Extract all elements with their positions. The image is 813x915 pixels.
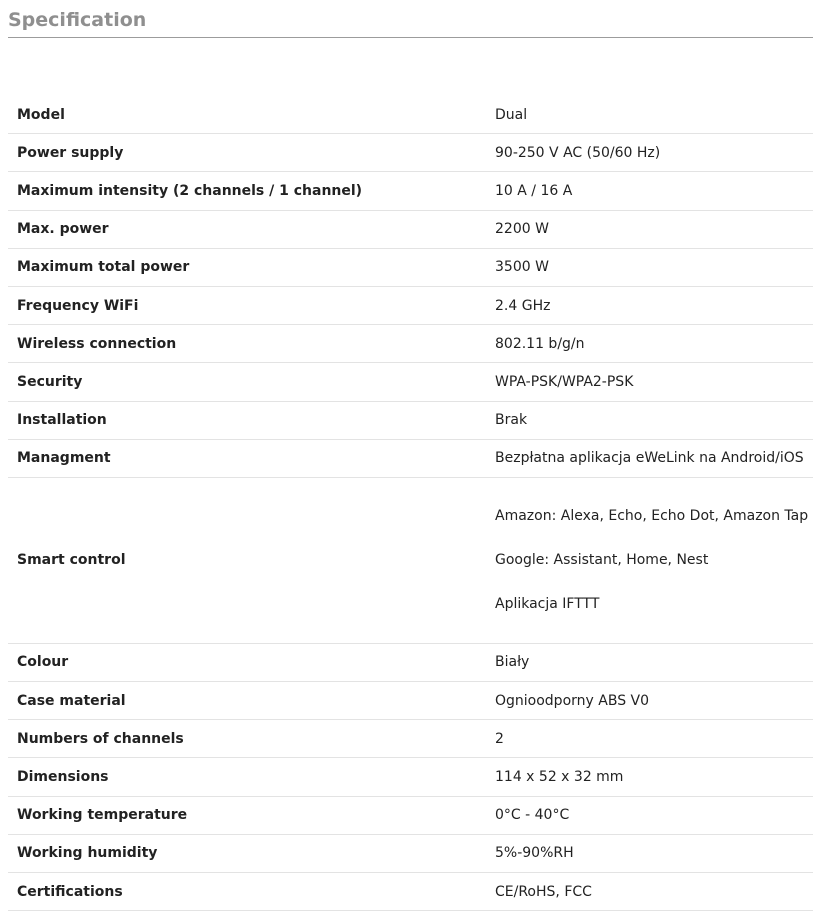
spec-label: Model xyxy=(17,106,65,123)
spec-value-list xyxy=(486,506,813,614)
spec-value: Bezpłatna aplikacja eWeLink na Android/iOS xyxy=(495,450,804,467)
spec-row-managment xyxy=(8,440,813,478)
spec-label: Working humidity xyxy=(17,845,158,862)
spec-value-line: Aplikacja IFTTT xyxy=(495,596,600,613)
spec-label: Power supply xyxy=(17,144,124,161)
spec-label: Frequency WiFi xyxy=(17,297,139,314)
spec-label: Max. power xyxy=(17,221,109,238)
spec-label: Dimensions xyxy=(17,769,109,786)
spec-row-dimensions xyxy=(8,758,813,796)
spec-row-colour xyxy=(8,644,813,682)
spec-label: Installation xyxy=(17,412,107,429)
spec-row-case-material xyxy=(8,682,813,720)
spec-value: 0°C - 40°C xyxy=(495,807,570,824)
spec-label: Certifications xyxy=(17,883,123,900)
spec-value: 10 A / 16 A xyxy=(495,182,573,199)
spec-label: Wireless connection xyxy=(17,335,177,352)
specification-table xyxy=(8,96,813,911)
spec-row-model xyxy=(8,96,813,134)
spec-value: 5%-90%RH xyxy=(495,845,574,862)
spec-value: Ognioodporny ABS V0 xyxy=(495,692,650,709)
spec-row-maximum-intensity xyxy=(8,172,813,210)
spec-value: Biały xyxy=(495,654,530,671)
spec-row-security xyxy=(8,363,813,401)
spec-row-smart-control xyxy=(8,478,813,644)
spec-row-maximum-total-power xyxy=(8,249,813,287)
spec-label: Case material xyxy=(17,692,126,709)
spec-value: CE/RoHS, FCC xyxy=(495,883,592,900)
spec-label: Colour xyxy=(17,654,69,671)
spec-value: Dual xyxy=(495,106,528,123)
spec-value: 90-250 V AC (50/60 Hz) xyxy=(495,144,661,161)
spec-row-power-supply xyxy=(8,134,813,172)
spec-label: Managment xyxy=(17,450,111,467)
spec-value: 2.4 GHz xyxy=(495,297,551,314)
spec-row-working-temperature xyxy=(8,797,813,835)
spec-value: WPA-PSK/WPA2-PSK xyxy=(495,373,634,390)
spec-value: 2 xyxy=(495,730,504,747)
spec-row-certifications xyxy=(8,873,813,911)
title-bar xyxy=(8,8,813,38)
spec-row-wireless-connection xyxy=(8,325,813,363)
spec-row-working-humidity xyxy=(8,835,813,873)
spec-row-max-power xyxy=(8,211,813,249)
spec-value: 2200 W xyxy=(495,221,549,238)
spec-label: Maximum intensity (2 channels / 1 channel) xyxy=(17,182,363,199)
spec-row-frequency-wifi xyxy=(8,287,813,325)
spec-label: Working temperature xyxy=(17,807,188,824)
spec-value: 802.11 b/g/n xyxy=(495,335,585,352)
spec-value-line: Google: Assistant, Home, Nest xyxy=(495,552,709,569)
spec-label: Numbers of channels xyxy=(17,730,184,747)
spec-value: 3500 W xyxy=(495,259,549,276)
spec-value-line: Amazon: Alexa, Echo, Echo Dot, Amazon Tap xyxy=(495,508,809,525)
spec-row-installation xyxy=(8,402,813,440)
spec-value: 114 x 52 x 32 mm xyxy=(495,769,624,786)
spec-label: Security xyxy=(17,373,83,390)
spec-label: Maximum total power xyxy=(17,259,190,276)
spec-label: Smart control xyxy=(17,552,126,569)
spec-row-numbers-of-channels xyxy=(8,720,813,758)
spec-value: Brak xyxy=(495,412,528,429)
page-title: Specification xyxy=(8,9,147,31)
